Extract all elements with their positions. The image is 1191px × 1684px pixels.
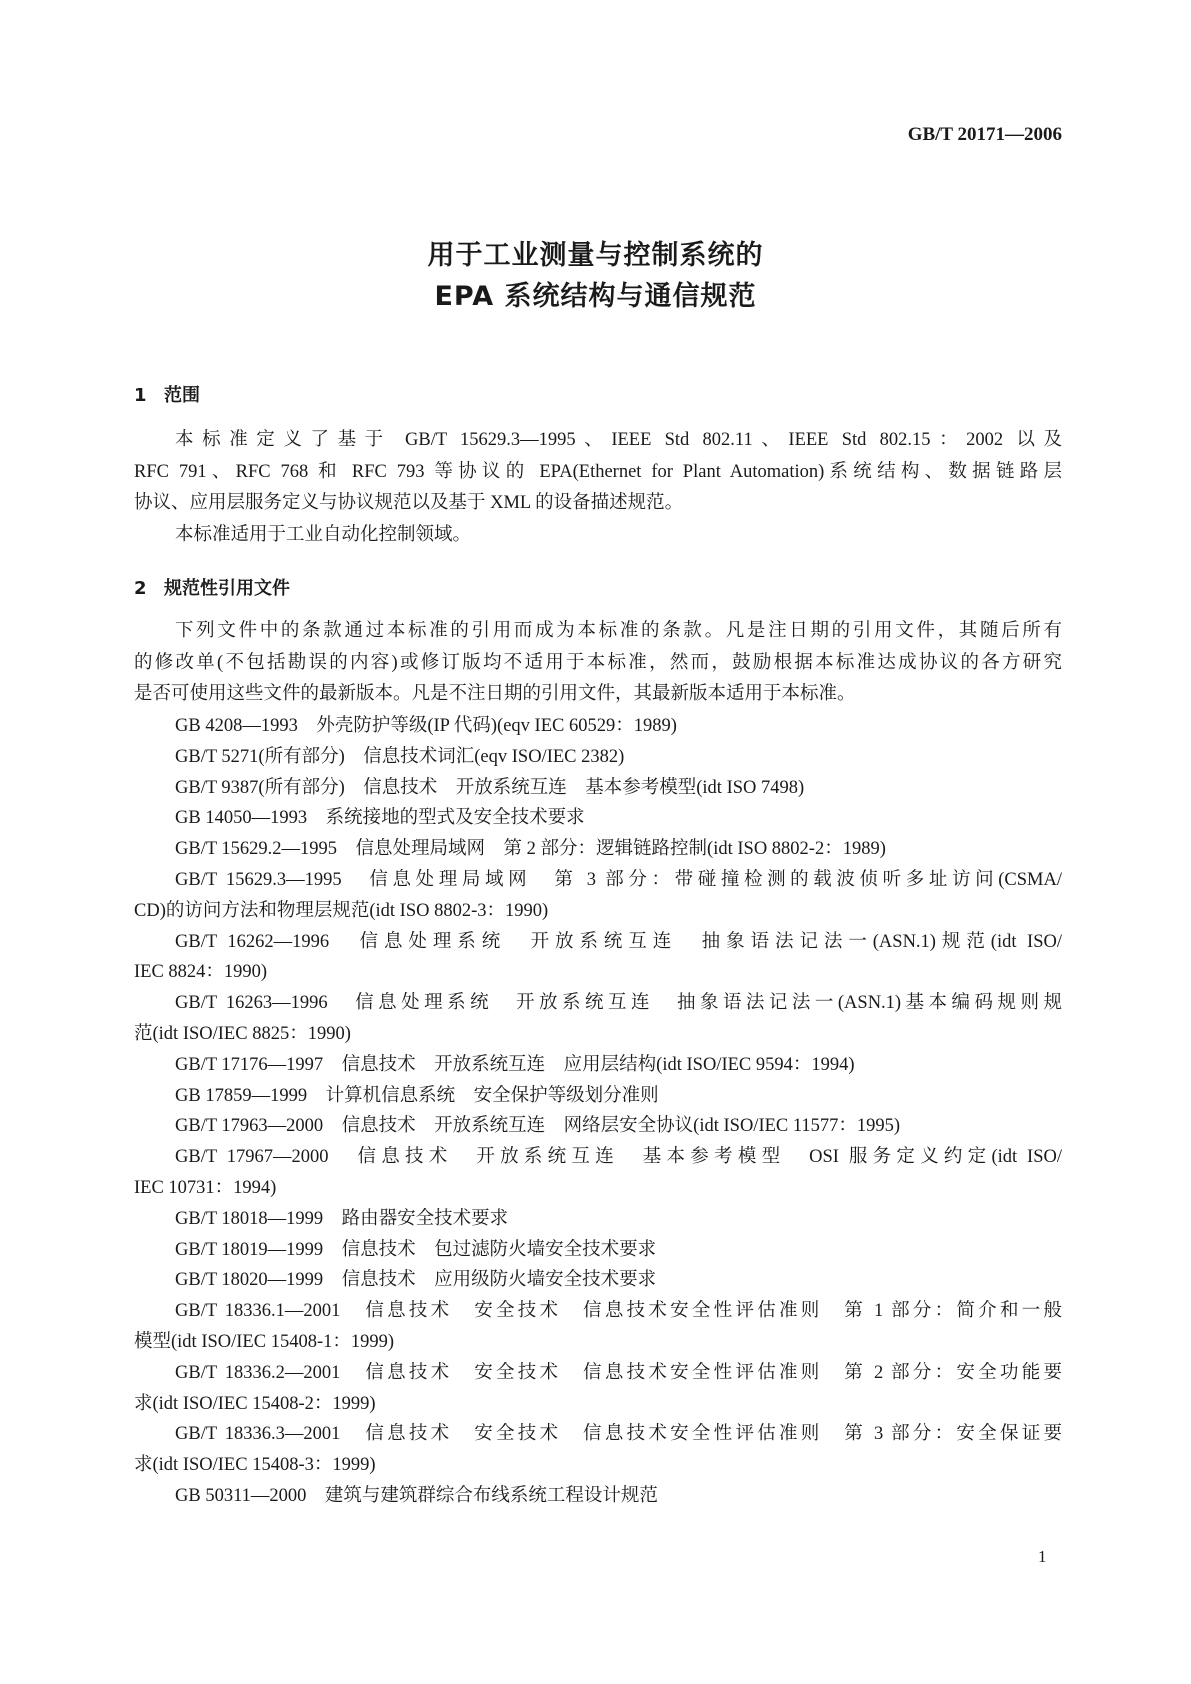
- section-title: 范围: [164, 385, 200, 406]
- reference-entry-line: IEC 8824：1990): [134, 962, 268, 983]
- section-number: 2: [134, 578, 147, 599]
- reference-entry-line: GB/T 18336.2—2001 信息技术 安全技术 信息技术安全性评估准则 第 2 部分：安全功能要: [175, 1362, 1062, 1383]
- reference-entry-line: GB/T 18336.1—2001 信息技术 安全技术 信息技术安全性评估准则 第 1 部分：简介和一般: [175, 1301, 1062, 1322]
- document-title-line-2: EPA 系统结构与通信规范: [434, 281, 757, 312]
- section-heading-scope: [134, 381, 200, 407]
- reference-entry-line: 模型(idt ISO/IEC 15408-1：1999): [134, 1332, 395, 1352]
- reference-entry-line: GB 4208—1993 外壳防护等级(IP 代码)(eqv IEC 60529：1989): [175, 716, 677, 736]
- reference-entry-line: GB/T 5271(所有部分) 信息技术词汇(eqv ISO/IEC 2382): [175, 746, 625, 767]
- references-intro-line: 下列文件中的条款通过本标准的引用而成为本标准的条款。凡是注日期的引用文件，其随后所有: [175, 621, 1062, 641]
- standard-code-header: GB/T 20171—2006: [907, 124, 1062, 145]
- reference-entry-line: GB 17859—1999 计算机信息系统 安全保护等级划分准则: [175, 1085, 659, 1106]
- reference-entry-line: GB/T 15629.3—1995 信息处理局域网 第 3 部分：带碰撞检测的载波侦听多址访问(CSMA/: [175, 870, 1062, 890]
- reference-entry-line: GB/T 18336.3—2001 信息技术 安全技术 信息技术安全性评估准则 第 3 部分：安全保证要: [175, 1424, 1062, 1445]
- scope-paragraph-line: 本标准适用于工业自动化控制领域。: [175, 525, 472, 546]
- reference-entry-line: GB/T 9387(所有部分) 信息技术 开放系统互连 基本参考模型(idt ISO 7498): [175, 777, 805, 798]
- reference-entry-line: GB/T 17176—1997 信息技术 开放系统互连 应用层结构(idt ISO/IEC 9594：1994): [175, 1054, 855, 1075]
- reference-entry-line: GB/T 15629.2—1995 信息处理局域网 第 2 部分：逻辑链路控制(idt ISO 8802-2：1989): [175, 839, 886, 860]
- references-intro-line: 是否可使用这些文件的最新版本。凡是不注日期的引用文件，其最新版本适用于本标准。: [134, 684, 856, 704]
- document-title-line-1: 用于工业测量与控制系统的: [427, 240, 764, 271]
- reference-entry-line: GB/T 17963—2000 信息技术 开放系统互连 网络层安全协议(idt ISO/IEC 11577：1995): [175, 1116, 901, 1137]
- reference-entry-line: CD)的访问方法和物理层规范(idt ISO 8802-3：1990): [134, 900, 549, 921]
- section-heading-normative-references: [134, 574, 290, 600]
- scope-paragraph-line: 协议、应用层服务定义与协议规范以及基于 XML 的设备描述规范。: [134, 493, 684, 514]
- reference-entry-line: IEC 10731：1994): [134, 1178, 277, 1198]
- reference-entry-line: GB 14050—1993 系统接地的型式及安全技术要求: [175, 808, 585, 829]
- reference-entry-line: GB/T 16263—1996 信息处理系统 开放系统互连 抽象语法记法一(ASN.1)基本编码规则规: [175, 993, 1062, 1014]
- scope-paragraph-line: RFC 791、RFC 768 和 RFC 793 等协议的 EPA(Ethernet for Plant Automation)系统结构、数据链路层: [134, 461, 1062, 482]
- reference-entry-line: GB/T 18020—1999 信息技术 应用级防火墙安全技术要求: [175, 1270, 657, 1291]
- reference-entry-line: GB/T 17967—2000 信息技术 开放系统互连 基本参考模型 OSI 服务定义约定(idt ISO/: [175, 1147, 1062, 1168]
- reference-entry-line: 范(idt ISO/IEC 8825：1990): [134, 1024, 351, 1044]
- reference-entry-line: 求(idt ISO/IEC 15408-2：1999): [134, 1393, 376, 1414]
- page-number: 1: [1038, 1547, 1047, 1566]
- section-title: 规范性引用文件: [164, 578, 290, 599]
- reference-entry-line: GB/T 18019—1999 信息技术 包过滤防火墙安全技术要求: [175, 1239, 657, 1260]
- reference-entry-line: GB/T 18018—1999 路由器安全技术要求: [175, 1208, 509, 1229]
- section-number: 1: [134, 385, 147, 406]
- references-intro-line: 的修改单(不包括勘误的内容)或修订版均不适用于本标准，然而，鼓励根据本标准达成协议的各方研究: [134, 652, 1062, 673]
- scope-paragraph-line: 本标准定义了基于 GB/T 15629.3—1995、IEEE Std 802.11、IEEE Std 802.15：2002 以及: [175, 430, 1062, 450]
- reference-entry-line: GB 50311—2000 建筑与建筑群综合布线系统工程设计规范: [175, 1486, 658, 1506]
- reference-entry-line: 求(idt ISO/IEC 15408-3：1999): [134, 1455, 376, 1476]
- reference-entry-line: GB/T 16262—1996 信息处理系统 开放系统互连 抽象语法记法一(ASN.1)规范(idt ISO/: [175, 931, 1062, 952]
